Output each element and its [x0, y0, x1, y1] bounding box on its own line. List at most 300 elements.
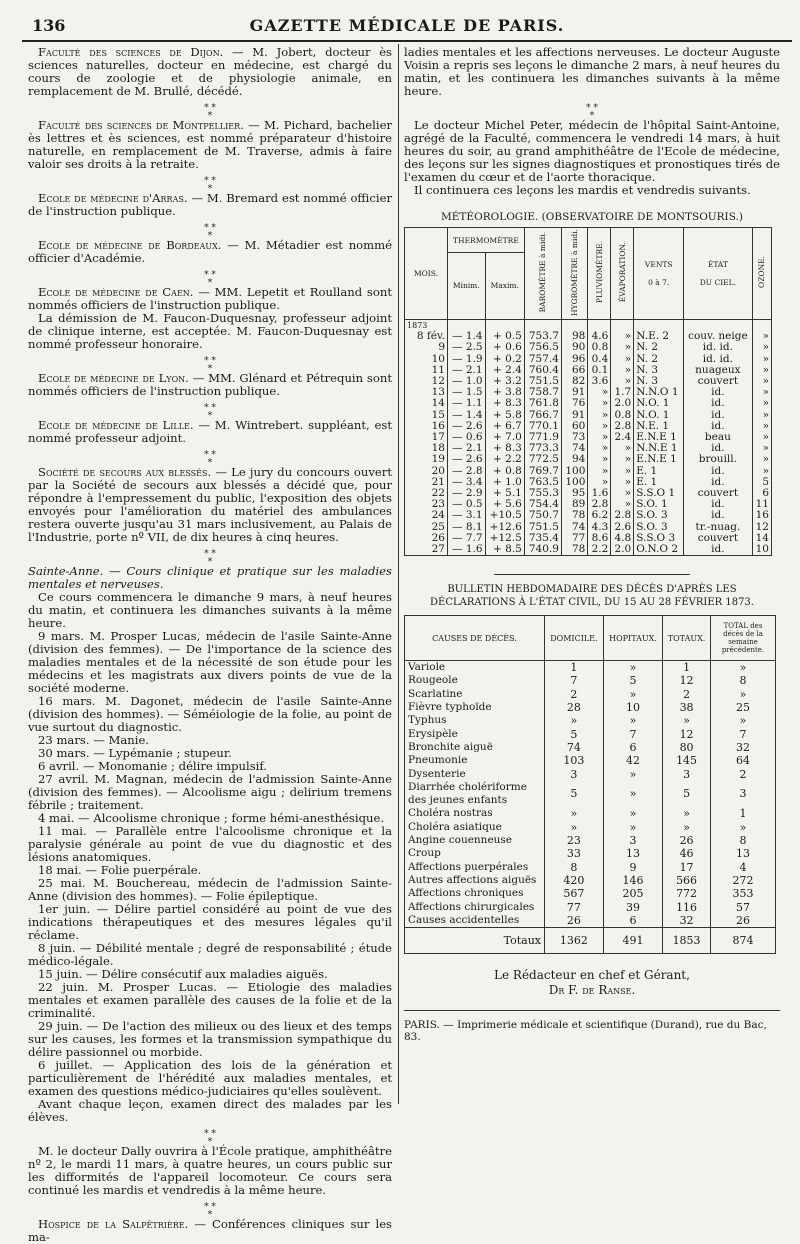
meteo-cell: 94	[561, 454, 587, 465]
deces-value: »	[711, 821, 776, 834]
meteo-cell: S.S.O 3	[634, 533, 684, 544]
deces-value: 4	[711, 861, 776, 874]
deces-value: 12	[663, 674, 711, 687]
meteo-cell: S.O. 1	[634, 499, 684, 510]
deces-table	[404, 615, 776, 954]
meteo-cell: »	[611, 466, 634, 477]
meteo-cell: 100	[561, 477, 587, 488]
meteo-cell: 2.4	[611, 432, 634, 443]
deces-row	[405, 901, 776, 914]
deces-value: 13	[603, 847, 662, 860]
deces-value: 26	[545, 914, 604, 928]
meteo-cell: + 5.1	[485, 488, 524, 499]
meteo-cell: — 2.9	[448, 488, 486, 499]
meteo-cell: — 2.6	[448, 421, 486, 432]
deces-value: 8	[711, 674, 776, 687]
meteo-cell: 19	[405, 454, 448, 465]
meteo-cell: 17	[405, 432, 448, 443]
meteo-cell: — 8.1	[448, 522, 486, 533]
meteo-row	[405, 510, 772, 521]
notice-caen: Ecole de médecine de Caen. — MM. Lepetit et Roulland sont nommés officiers de l'instruction publique.	[28, 285, 392, 312]
meteo-cell: 2.2	[588, 544, 611, 556]
deces-cause: Fièvre typhoïde	[405, 701, 545, 714]
meteo-cell: id.	[684, 544, 752, 556]
meteo-row	[405, 544, 772, 556]
meteo-cell: 16	[405, 421, 448, 432]
meteo-cell: 22	[405, 488, 448, 499]
notice-bordeaux: Ecole de médecine de Bordeaux. — M. Métadier est nommé officier d'Académie.	[28, 238, 392, 265]
deces-cause: Rougeole	[405, 674, 545, 687]
meteo-cell: 1.6	[588, 488, 611, 499]
deces-row	[405, 834, 776, 847]
meteo-cell: + 2.2	[485, 454, 524, 465]
deces-value: »	[603, 768, 662, 781]
deces-value: »	[711, 688, 776, 701]
meteo-cell: 751.5	[524, 522, 561, 533]
meteo-cell: 20	[405, 466, 448, 477]
meteo-cell: 4.3	[588, 522, 611, 533]
deces-row	[405, 661, 776, 675]
deces-cause: Diarrhée cholériforme des jeunes enfants	[405, 781, 545, 808]
meteo-cell: O.N.O 2	[634, 544, 684, 556]
lesson-item: 29 juin. — De l'action des milieux ou des lieux et des temps sur les causes, les formes et la transmission sympathique du délire passionnel ou morbide.	[28, 1019, 392, 1059]
col-evap: ÉVAPORATION.	[617, 242, 627, 303]
meteo-cell: E. 1	[634, 477, 684, 488]
lesson-item: 25 mai. M. Bouchereau, médecin de l'admission Sainte-Anne (division des hommes). — Folie épileptique.	[28, 876, 392, 903]
meteo-cell: S.O. 3	[634, 522, 684, 533]
deces-value: 38	[663, 701, 711, 714]
deces-value: 6	[603, 914, 662, 928]
lesson-item: 4 mai. — Alcoolisme chronique ; forme hémi-anesthésique.	[38, 811, 385, 825]
meteo-cell: + 0.6	[485, 342, 524, 353]
meteo-cell: — 1.4	[448, 331, 486, 342]
meteo-cell: — 0.6	[448, 432, 486, 443]
page-header	[22, 8, 792, 42]
meteo-cell: S.S.O 1	[634, 488, 684, 499]
col-hopitaux: HOPITAUX.	[603, 616, 662, 661]
meteo-cell: 74	[561, 522, 587, 533]
separator-stars: ⁎ ⁎ ⁎	[204, 173, 216, 191]
col-thermo: THERMOMÈTRE	[448, 228, 525, 253]
meteo-cell: 8 fév.	[405, 331, 448, 342]
deces-value: »	[663, 821, 711, 834]
meteo-cell: 754.4	[524, 499, 561, 510]
divider	[494, 564, 690, 575]
col-pluvio: PLUVIOMÈTRE.	[594, 241, 604, 304]
meteo-cell: »	[752, 387, 771, 398]
meteo-cell: »	[611, 488, 634, 499]
meteo-cell: 763.5	[524, 477, 561, 488]
printer-line: PARIS. — Imprimerie médicale et scientifique (Durand), rue du Bac, 83.	[404, 1010, 780, 1043]
meteo-cell: tr.-nuag.	[684, 522, 752, 533]
meteo-cell: 90	[561, 342, 587, 353]
deces-total-value: 874	[711, 928, 776, 954]
meteo-cell: id.	[684, 398, 752, 409]
meteo-cell: 98	[561, 331, 587, 342]
deces-row	[405, 728, 776, 741]
meteo-cell: 4.6	[588, 331, 611, 342]
meteo-cell: S.O. 3	[634, 510, 684, 521]
notice-dally: M. le docteur Dally ouvrira à l'École pratique, amphithéâtre nº 2, le mardi 11 mars, à quatre heures, un cours public sur les difformités de l'appareil locomoteur. Ce cours sera continué les mardis et vendredis à la même heure.	[28, 1144, 392, 1197]
deces-value: 9	[603, 861, 662, 874]
deces-total-value: 1853	[663, 928, 711, 954]
meteo-row	[405, 342, 772, 353]
meteo-cell: »	[611, 354, 634, 365]
meteo-cell: 15	[405, 410, 448, 421]
meteo-cell: — 2.5	[448, 342, 486, 353]
meteo-cell: couvert	[684, 488, 752, 499]
meteo-cell: 91	[561, 410, 587, 421]
meteo-cell: 755.3	[524, 488, 561, 499]
separator-stars: ⁎ ⁎ ⁎	[204, 100, 216, 118]
meteo-cell: — 1.6	[448, 544, 486, 556]
meteo-cell: N.E. 1	[634, 421, 684, 432]
deces-cause: Variole	[405, 661, 545, 675]
deces-cause: Affections chirurgicales	[405, 901, 545, 914]
meteo-cell: — 7.7	[448, 533, 486, 544]
meteo-cell: id.	[684, 421, 752, 432]
deces-value: 33	[545, 847, 604, 860]
meteo-cell: 10	[405, 354, 448, 365]
meteo-cell: + 1.0	[485, 477, 524, 488]
deces-value: 1	[545, 661, 604, 675]
col-precedente: TOTAL des décès de la semaine précédente.	[711, 616, 776, 661]
meteo-cell: 753.7	[524, 331, 561, 342]
separator-stars: ⁎ ⁎ ⁎	[204, 1126, 216, 1144]
meteo-cell: id.	[684, 499, 752, 510]
meteo-cell: 766.7	[524, 410, 561, 421]
meteo-cell: 0.1	[588, 365, 611, 376]
meteo-cell: 3.6	[588, 376, 611, 387]
lesson-item: 16 mars. M. Dagonet, médecin de l'asile Sainte-Anne (division des hommes). — Séméiologie de la folie, au point de vue surtout du diagnostic.	[28, 694, 392, 734]
meteo-cell: N. 3	[634, 365, 684, 376]
meteo-cell: »	[611, 443, 634, 454]
meteo-cell: 11	[405, 365, 448, 376]
meteo-cell: »	[752, 331, 771, 342]
meteo-cell: »	[588, 443, 611, 454]
notice-peter: Le docteur Michel Peter, médecin de l'hôpital Saint-Antoine, agrégé de la Faculté, commencera le vendredi 14 mars, à huit heures du soir, au grand amphithéâtre de l'Ecole de médecine, des leçons sur les signes diagnostiques et pronostiques tirés de l'examen du cœur et de l'aorte thoracique.	[404, 118, 780, 184]
sainte-anne-intro: Ce cours commencera le dimanche 9 mars, à neuf heures du matin, et continuera les dimanches suivants à la même heure.	[28, 590, 392, 630]
deces-cause: Affections chroniques	[405, 887, 545, 900]
deces-total-value: 1362	[545, 928, 604, 954]
bulletin-title: BULLETIN HEBDOMADAIRE DES DÉCÈS D'APRÈS LES DÉCLARATIONS À L'ÉTAT CIVIL, DU 15 AU 28 FÉVRIER 1873.	[430, 584, 754, 609]
deces-row	[405, 807, 776, 820]
column-rule	[398, 44, 399, 1104]
deces-value: 566	[663, 874, 711, 887]
deces-value: »	[663, 714, 711, 727]
meteo-cell: 756.5	[524, 342, 561, 353]
meteo-cell: + 5.6	[485, 499, 524, 510]
deces-value: »	[603, 661, 662, 675]
meteo-cell: 60	[561, 421, 587, 432]
deces-value: »	[603, 821, 662, 834]
deces-row	[405, 887, 776, 900]
lesson-item: 11 mai. — Parallèle entre l'alcoolisme chronique et la paralysie générale au point de vue du diagnostic et des lésions anatomiques.	[28, 824, 392, 864]
deces-cause: Autres affections aiguës	[405, 874, 545, 887]
lesson-item: 18 mai. — Folie puerpérale.	[38, 863, 202, 877]
meteo-cell: »	[752, 454, 771, 465]
meteo-title: MÉTÉOROLOGIE. (OBSERVATOIRE DE MONTSOURIS.)	[441, 211, 743, 223]
meteo-cell: +12.6	[485, 522, 524, 533]
meteo-cell: 14	[405, 398, 448, 409]
deces-value: 77	[545, 901, 604, 914]
meteo-cell: »	[752, 398, 771, 409]
deces-value: 17	[663, 861, 711, 874]
meteo-cell: couvert	[684, 376, 752, 387]
col-mois: MOIS.	[405, 228, 448, 320]
deces-total-value: 491	[603, 928, 662, 954]
meteo-cell: »	[588, 410, 611, 421]
meteo-cell: 772.5	[524, 454, 561, 465]
deces-value: 6	[603, 741, 662, 754]
meteo-cell: nuageux	[684, 365, 752, 376]
meteo-cell: »	[588, 387, 611, 398]
col-causes: CAUSES DE DÉCÈS.	[405, 616, 545, 661]
meteo-cell: — 1.0	[448, 376, 486, 387]
notice-arras: Ecole de médecine d'Arras. — M. Bremard est nommé officier de l'instruction publique.	[28, 191, 392, 218]
meteo-year: 1873	[405, 319, 448, 331]
deces-cause: Croup	[405, 847, 545, 860]
deces-value: 64	[711, 754, 776, 767]
separator-stars: ⁎ ⁎ ⁎	[204, 220, 216, 238]
meteo-cell: »	[752, 365, 771, 376]
col-baro: BAROMÈTRE à midi.	[538, 232, 548, 313]
meteo-cell: 13	[405, 387, 448, 398]
deces-value: 5	[545, 781, 604, 808]
meteo-cell: 78	[561, 544, 587, 556]
deces-value: 7	[711, 728, 776, 741]
meteo-cell: id.	[684, 466, 752, 477]
meteo-cell: 2.8	[611, 421, 634, 432]
deces-value: 272	[711, 874, 776, 887]
meteo-cell: »	[611, 365, 634, 376]
meteo-cell: +10.5	[485, 510, 524, 521]
meteo-cell: — 3.1	[448, 510, 486, 521]
deces-row	[405, 741, 776, 754]
meteo-cell: — 0.5	[448, 499, 486, 510]
meteo-cell: »	[752, 354, 771, 365]
deces-value: 5	[663, 781, 711, 808]
right-column	[404, 46, 780, 1043]
deces-value: 353	[711, 887, 776, 900]
deces-row	[405, 701, 776, 714]
meteo-cell: — 2.8	[448, 466, 486, 477]
lesson-item: 9 mars. M. Prosper Lucas, médecin de l'asile Sainte-Anne (division des femmes). — De l'importance de la science des maladies mentales et de la nécessité de son étude pour les médecins et les magistrats aux divers points de vue de la société moderne.	[28, 629, 392, 695]
deces-value: 1	[711, 807, 776, 820]
meteo-cell: + 3.8	[485, 387, 524, 398]
deces-value: 5	[545, 728, 604, 741]
meteo-cell: N.N.O 1	[634, 387, 684, 398]
deces-value: 3	[663, 768, 711, 781]
deces-row	[405, 914, 776, 928]
deces-cause: Choléra nostras	[405, 807, 545, 820]
deces-value: 32	[711, 741, 776, 754]
lesson-item: 8 juin. — Débilité mentale ; degré de responsabilité ; étude médico-légale.	[28, 941, 392, 968]
separator-stars: ⁎ ⁎ ⁎	[204, 400, 216, 418]
meteo-cell: 757.4	[524, 354, 561, 365]
meteo-cell: 74	[561, 443, 587, 454]
meteo-cell: 0.8	[588, 342, 611, 353]
meteo-cell: + 8.3	[485, 398, 524, 409]
meteo-cell: — 1.9	[448, 354, 486, 365]
deces-cause: Pneumonie	[405, 754, 545, 767]
meteo-cell: id.	[684, 410, 752, 421]
meteo-cell: + 6.7	[485, 421, 524, 432]
meteo-cell: 11	[752, 499, 771, 510]
meteo-cell: couv. neige	[684, 331, 752, 342]
separator-stars: ⁎ ⁎ ⁎	[204, 267, 216, 285]
deces-cause: Dysenterie	[405, 768, 545, 781]
deces-value: »	[545, 807, 604, 820]
deces-value: »	[545, 821, 604, 834]
page-number: 136	[32, 16, 66, 35]
deces-cause: Scarlatine	[405, 688, 545, 701]
meteo-cell: — 1.1	[448, 398, 486, 409]
deces-value: 74	[545, 741, 604, 754]
lesson-item: 6 avril. — Monomanie ; délire impulsif.	[38, 759, 267, 773]
separator-stars: ⁎ ⁎ ⁎	[204, 447, 216, 465]
meteo-cell: 27	[405, 544, 448, 556]
deces-value: 12	[663, 728, 711, 741]
meteo-cell: 2.8	[588, 499, 611, 510]
meteo-cell: N.O. 1	[634, 398, 684, 409]
meteo-cell: 14	[752, 533, 771, 544]
meteo-cell: 16	[752, 510, 771, 521]
meteo-cell: 4.8	[611, 533, 634, 544]
deces-value: 28	[545, 701, 604, 714]
meteo-cell: 1.7	[611, 387, 634, 398]
deces-row	[405, 847, 776, 860]
deces-value: 3	[711, 781, 776, 808]
meteo-cell: 91	[561, 387, 587, 398]
deces-value: 103	[545, 754, 604, 767]
deces-value: 46	[663, 847, 711, 860]
deces-row	[405, 674, 776, 687]
meteo-cell: 751.5	[524, 376, 561, 387]
sainte-anne-heading: Sainte-Anne. — Cours clinique et pratique sur les maladies mentales et nerveuses.	[28, 564, 392, 591]
meteo-cell: 0.8	[611, 410, 634, 421]
deces-total-row	[405, 928, 776, 954]
deces-value: »	[603, 781, 662, 808]
meteo-cell: »	[752, 443, 771, 454]
deces-value: 2	[545, 688, 604, 701]
meteo-cell: beau	[684, 432, 752, 443]
deces-value: 2	[663, 688, 711, 701]
meteo-cell: 89	[561, 499, 587, 510]
meteo-cell: id. id.	[684, 354, 752, 365]
meteo-cell: 758.7	[524, 387, 561, 398]
meteo-cell: N.N.E 1	[634, 443, 684, 454]
meteo-cell: E.N.E 1	[634, 454, 684, 465]
meteo-cell: »	[752, 342, 771, 353]
meteo-cell: 6	[752, 488, 771, 499]
notice-caen-2: La démission de M. Faucon-Duquesnay, professeur adjoint de clinique interne, est acceptée. M. Faucon-Duquesnay est nommé professeur honoraire.	[28, 311, 392, 351]
journal-title: GAZETTE MÉDICALE DE PARIS.	[249, 16, 565, 35]
col-totaux: TOTAUX.	[663, 616, 711, 661]
meteo-cell: 96	[561, 354, 587, 365]
deces-value: 25	[711, 701, 776, 714]
notice-salpetriere: Hospice de la Salpêtrière. — Conférences cliniques sur les ma-	[28, 1217, 392, 1244]
lesson-item: 27 avril. M. Magnan, médecin de l'admission Sainte-Anne (division des femmes). — Alcoolisme aigu ; delirium tremens fébrile ; traitement.	[28, 772, 392, 812]
meteo-cell: 78	[561, 510, 587, 521]
meteo-cell: N. 2	[634, 342, 684, 353]
deces-value: 7	[545, 674, 604, 687]
deces-total-label: Totaux	[405, 928, 545, 954]
deces-value: »	[711, 714, 776, 727]
meteo-cell: 26	[405, 533, 448, 544]
meteo-cell: id.	[684, 510, 752, 521]
meteo-cell: 761.8	[524, 398, 561, 409]
meteo-cell: + 3.2	[485, 376, 524, 387]
deces-value: 3	[603, 834, 662, 847]
meteo-cell: »	[588, 421, 611, 432]
deces-value: 32	[663, 914, 711, 928]
meteo-table	[404, 227, 772, 556]
meteo-cell: »	[588, 454, 611, 465]
meteo-cell: + 8.3	[485, 443, 524, 454]
deces-value: 2	[711, 768, 776, 781]
separator-stars: ⁎ ⁎ ⁎	[204, 1199, 216, 1217]
separator-stars: ⁎ ⁎ ⁎	[204, 546, 216, 564]
meteo-cell: 21	[405, 477, 448, 488]
deces-cause: Typhus	[405, 714, 545, 727]
meteo-cell: — 2.1	[448, 443, 486, 454]
notice-peter-2: Il continuera ces leçons les mardis et vendredis suivants.	[414, 183, 751, 197]
meteo-cell: — 2.6	[448, 454, 486, 465]
deces-value: 5	[603, 674, 662, 687]
deces-value: »	[603, 688, 662, 701]
meteo-cell: 18	[405, 443, 448, 454]
lesson-item: 15 juin. — Délire consécutif aux maladies aiguës.	[38, 967, 328, 981]
meteo-row	[405, 398, 772, 409]
meteo-cell: »	[611, 477, 634, 488]
meteo-cell: »	[752, 466, 771, 477]
meteo-cell: N.E. 2	[634, 331, 684, 342]
left-column	[28, 46, 392, 1244]
meteo-cell: 735.4	[524, 533, 561, 544]
col-maxim: Maxim.	[485, 253, 524, 320]
meteo-cell: 740.9	[524, 544, 561, 556]
deces-cause: Bronchite aiguë	[405, 741, 545, 754]
deces-row	[405, 874, 776, 887]
deces-row	[405, 714, 776, 727]
deces-value: 205	[603, 887, 662, 900]
deces-value: »	[711, 661, 776, 675]
meteo-cell: 2.8	[611, 510, 634, 521]
deces-value: 42	[603, 754, 662, 767]
meteo-cell: 100	[561, 466, 587, 477]
deces-row	[405, 768, 776, 781]
meteo-cell: 8.6	[588, 533, 611, 544]
deces-row	[405, 688, 776, 701]
meteo-cell: 73	[561, 432, 587, 443]
meteo-cell: 10	[752, 544, 771, 556]
deces-value: 8	[711, 834, 776, 847]
meteo-cell: + 0.2	[485, 354, 524, 365]
meteo-cell: 23	[405, 499, 448, 510]
meteo-cell: +12.5	[485, 533, 524, 544]
meteo-cell: — 1.5	[448, 387, 486, 398]
meteo-cell: »	[588, 398, 611, 409]
deces-value: 23	[545, 834, 604, 847]
meteo-cell: »	[752, 421, 771, 432]
meteo-cell: 0.4	[588, 354, 611, 365]
meteo-cell: — 3.4	[448, 477, 486, 488]
meteo-cell: »	[611, 331, 634, 342]
deces-cause: Affections puerpérales	[405, 861, 545, 874]
deces-cause: Causes accidentelles	[405, 914, 545, 928]
deces-value: 1	[663, 661, 711, 675]
